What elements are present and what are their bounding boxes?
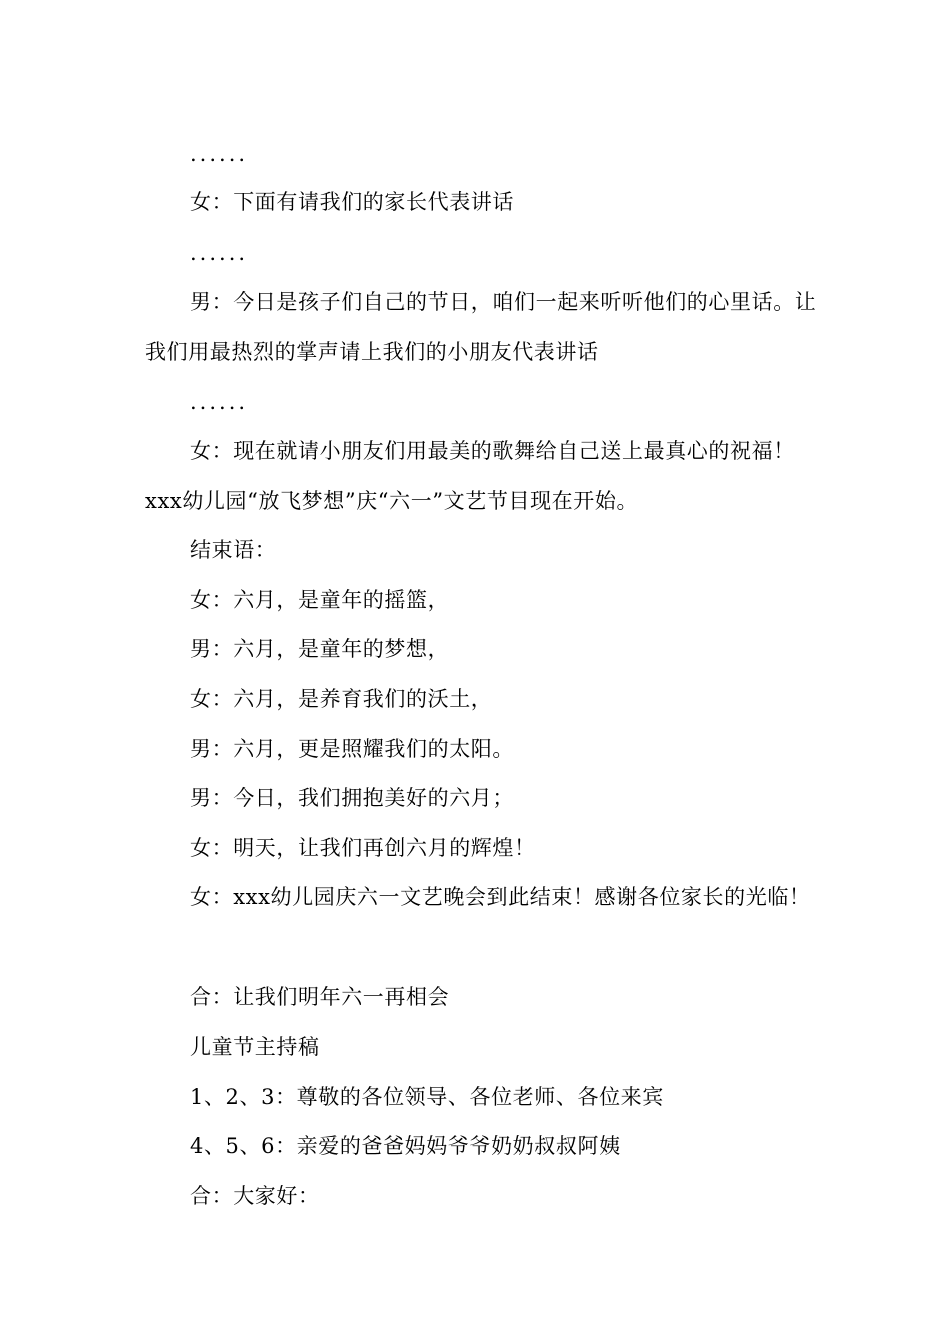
ellipsis-line: ...... xyxy=(190,142,249,166)
paragraph-closing-heading: 结束语： xyxy=(190,538,277,562)
paragraph-line: 男：今日，我们拥抱美好的六月； xyxy=(190,786,514,810)
paragraph-program-start: 女：现在就请小朋友们用最美的歌舞给自己送上最真心的祝福！xxx幼儿园“放飞梦想”庆“六一”文艺节目现在开始。 xyxy=(145,439,795,513)
paragraph-line: 1、2、3：尊敬的各位领导、各位老师、各位来宾 xyxy=(190,1085,664,1109)
ellipsis-line: ...... xyxy=(190,390,249,414)
paragraph-closing-thanks: 女：xxx幼儿园庆六一文艺晚会到此结束！感谢各位家长的光临！ xyxy=(190,885,811,909)
paragraph-line: 男：六月，更是照耀我们的太阳。 xyxy=(190,737,514,761)
paragraph-line: 女：六月，是养育我们的沃土， xyxy=(190,687,493,711)
ellipsis-line: ...... xyxy=(190,241,249,265)
paragraph-line: 男：六月，是童年的梦想， xyxy=(190,637,450,661)
paragraph-line: 女：六月，是童年的摇篮， xyxy=(190,588,450,612)
paragraph-line: 合：让我们明年六一再相会 xyxy=(190,985,450,1009)
section-title: 儿童节主持稿 xyxy=(190,1035,320,1059)
paragraph-line: 女：明天，让我们再创六月的辉煌！ xyxy=(190,836,536,860)
paragraph-parent-speech: 女：下面有请我们的家长代表讲话 xyxy=(190,190,514,214)
paragraph-line: 合：大家好： xyxy=(190,1184,320,1208)
paragraph-line: 4、5、6：亲爱的爸爸妈妈爷爷奶奶叔叔阿姨 xyxy=(190,1134,621,1158)
paragraph-child-speech: 男：今日是孩子们自己的节日，咱们一起来听听他们的心里话。让我们用最热烈的掌声请上我们的小朋友代表讲话 xyxy=(145,290,817,364)
